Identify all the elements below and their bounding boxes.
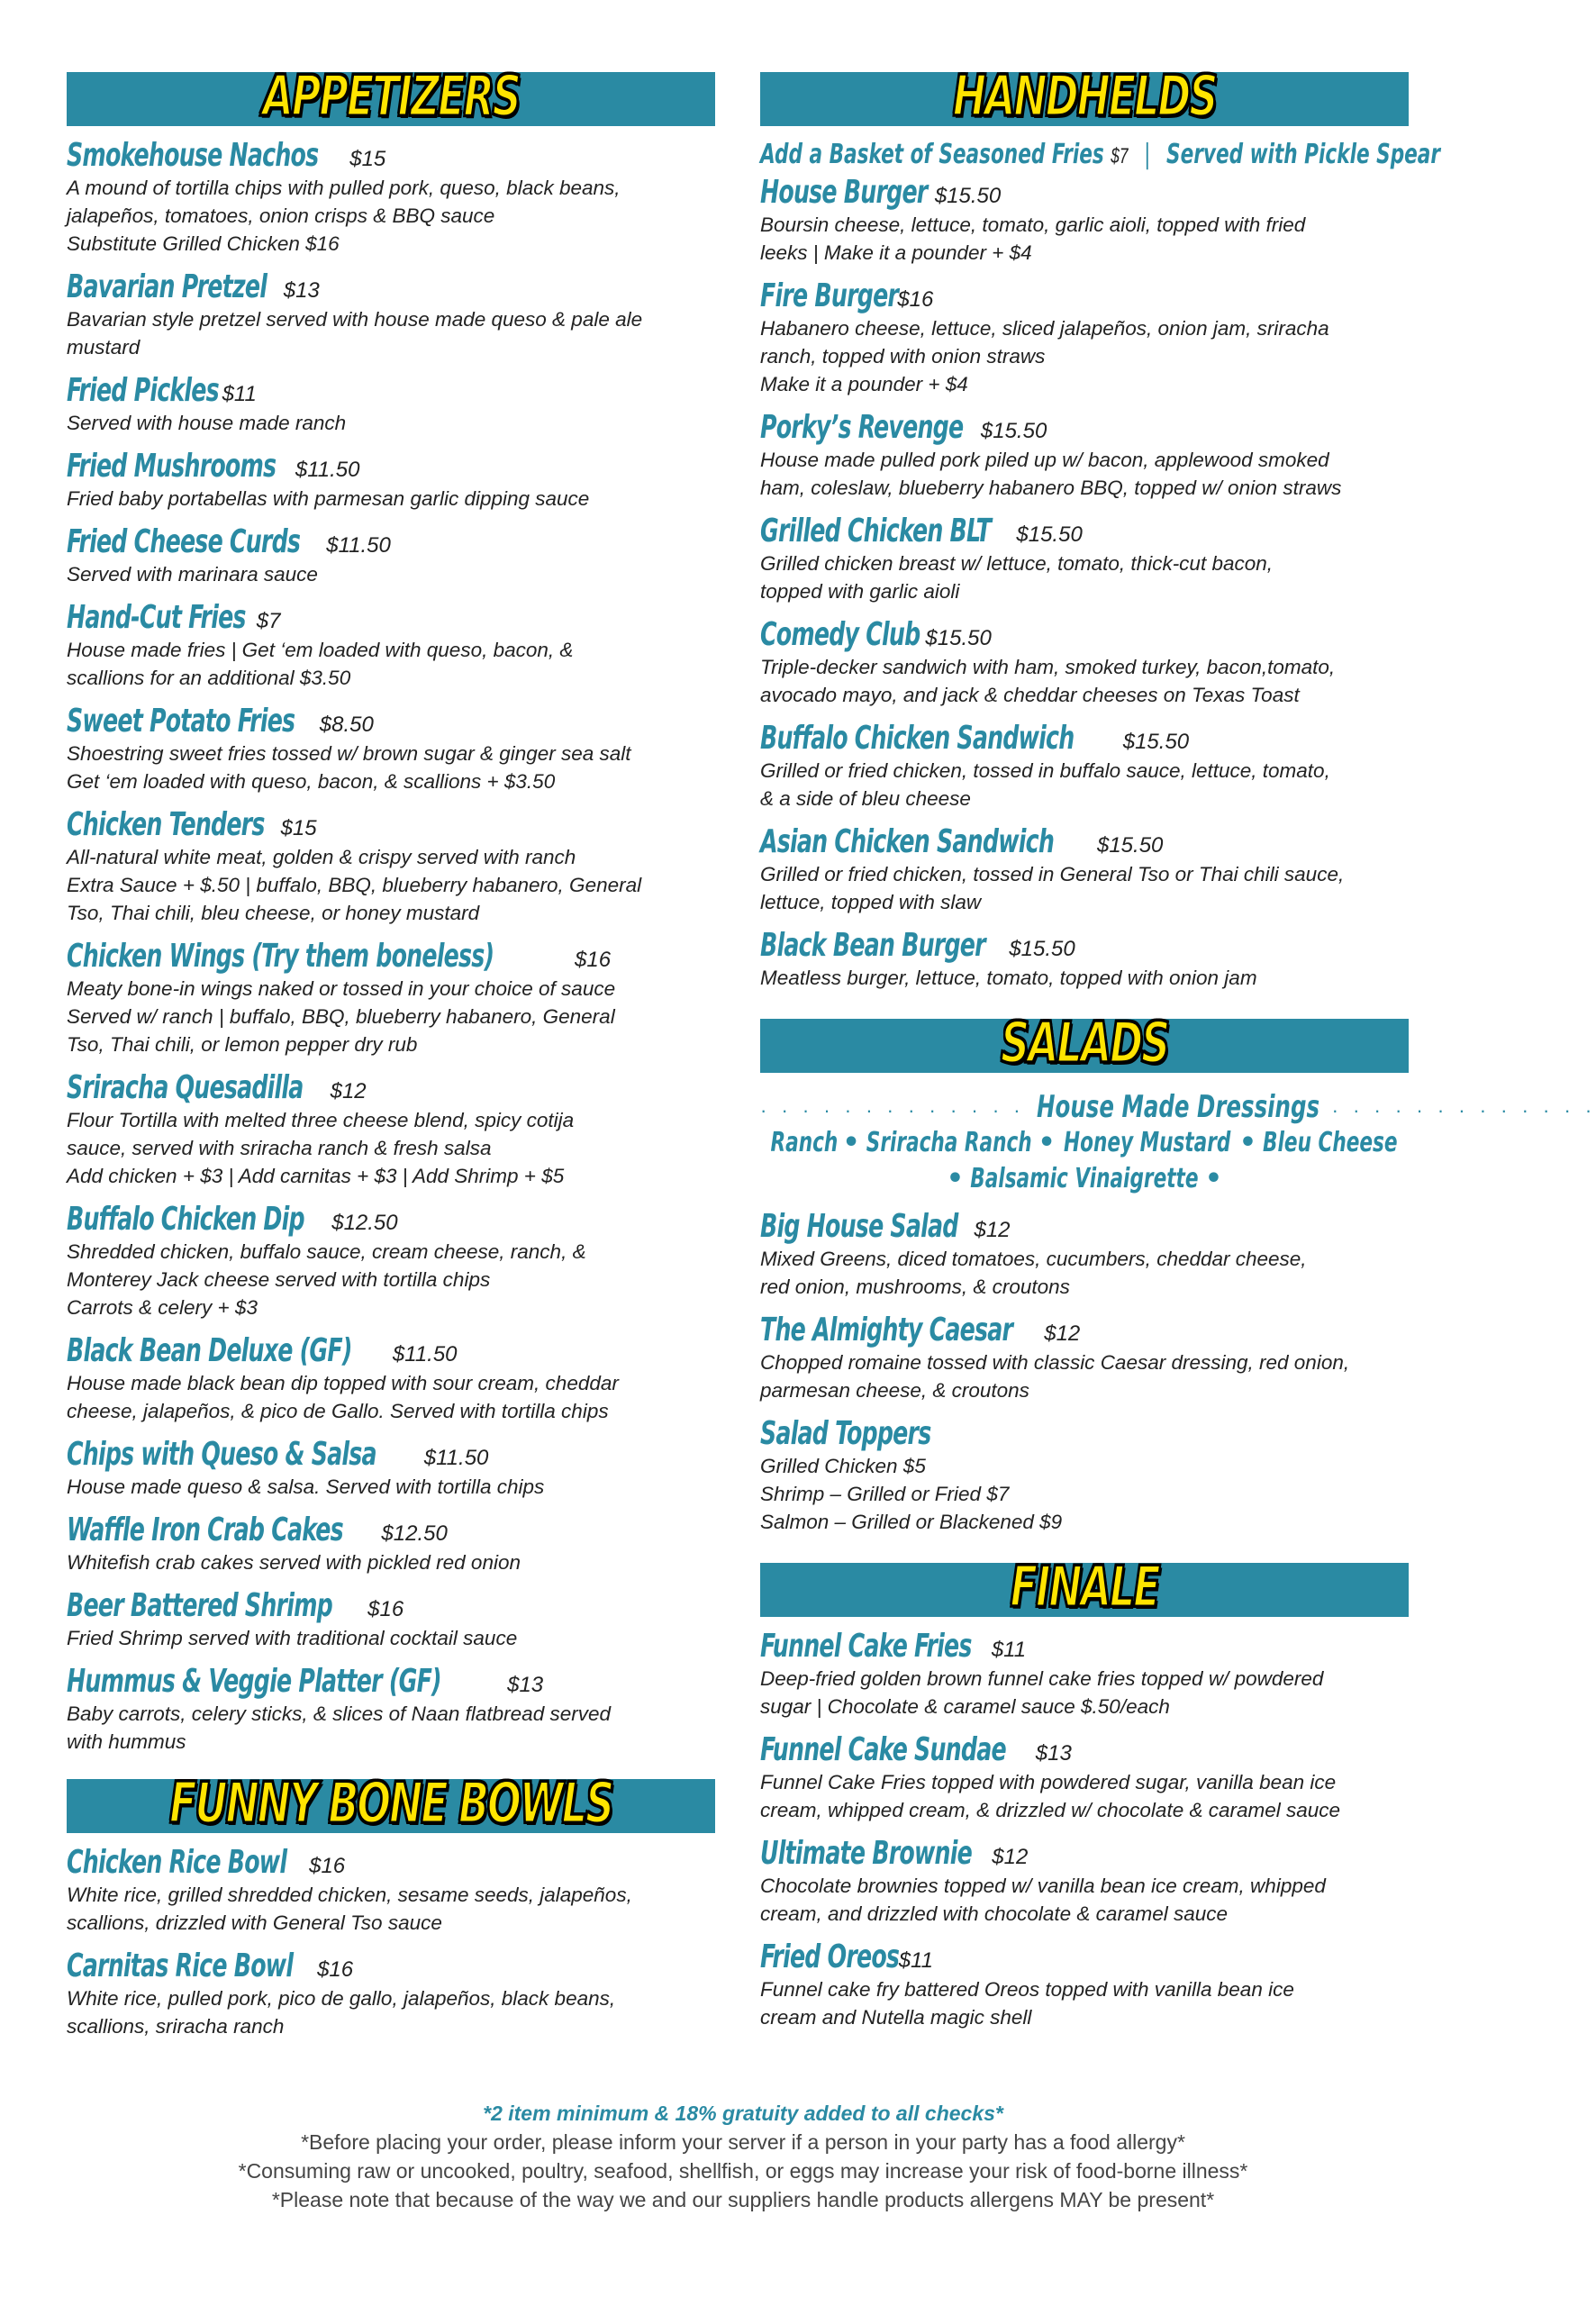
description-line: House made fries | Get ‘em loaded with queso, bacon, & xyxy=(67,639,574,661)
menu-item-name: Bavarian Pretzel xyxy=(67,268,268,305)
description-line: jalapeños, tomatoes, onion crisps & BBQ sauce xyxy=(67,204,495,227)
description-line: Fried baby portabellas with parmesan garlic dipping sauce xyxy=(67,487,590,510)
menu-item-name: Black Bean Deluxe (GF) xyxy=(67,1332,352,1369)
menu-item-price: $11.50 xyxy=(423,1446,489,1470)
menu-item xyxy=(67,524,715,588)
menu-item-name: Funnel Cake Sundae xyxy=(760,1731,1006,1768)
footer-gratuity: *2 item minimum & 18% gratuity added to all checks* xyxy=(483,2102,1003,2125)
description-line: Substitute Grilled Chicken $16 xyxy=(67,232,340,255)
description-line: ranch, topped with onion straws xyxy=(760,345,1046,368)
menu-item-description xyxy=(67,1984,715,2040)
dressing-name: Bleu Cheese xyxy=(1262,1127,1398,1158)
menu-item-description xyxy=(760,1872,1409,1928)
description-line: & a side of bleu cheese xyxy=(760,787,971,810)
menu-item xyxy=(67,1948,715,2040)
description-line: cream and Nutella magic shell xyxy=(760,2006,1032,2029)
menu-item xyxy=(67,449,715,513)
menu-item-description xyxy=(760,549,1409,605)
description-line: cheese, jalapeños, & pico de Gallo. Served with tortilla chips xyxy=(67,1400,609,1422)
menu-item-name: Sriracha Quesadilla xyxy=(67,1069,304,1106)
description-line: Triple-decker sandwich with ham, smoked turkey, bacon,tomato, xyxy=(760,656,1336,678)
menu-item-price: $15.50 xyxy=(1122,730,1190,754)
menu-item xyxy=(67,704,715,795)
menu-item-header xyxy=(67,138,715,174)
menu-item-header xyxy=(760,1416,1409,1452)
menu-item-description xyxy=(67,409,715,437)
description-line: scallions, sriracha ranch xyxy=(67,2015,285,2038)
description-line: lettuce, topped with slaw xyxy=(760,891,982,913)
menu-item-header xyxy=(760,824,1409,860)
menu-item-header xyxy=(760,1939,1409,1975)
menu-item xyxy=(67,807,715,927)
dressing-bullet: • xyxy=(946,1163,965,1194)
menu-item-header xyxy=(67,1070,715,1106)
description-line: Chocolate brownies topped w/ vanilla bean ice cream, whipped xyxy=(760,1875,1326,1897)
description-line: Boursin cheese, lettuce, tomato, garlic aioli, topped with fried xyxy=(760,213,1306,236)
handhelds-strap xyxy=(760,139,1441,170)
description-line: Add chicken + $3 | Add carnitas + $3 | Add Shrimp + $5 xyxy=(67,1165,565,1187)
menu-item xyxy=(67,1845,715,1937)
menu-item-price: $11 xyxy=(991,1638,1027,1662)
description-line: mustard xyxy=(67,336,141,359)
description-line: House made black bean dip topped with sour cream, cheddar xyxy=(67,1372,619,1394)
menu-item-header xyxy=(760,1209,1409,1245)
menu-item-description xyxy=(760,964,1409,992)
menu-item-price: $15.50 xyxy=(1016,522,1083,547)
description-line: parmesan cheese, & croutons xyxy=(760,1379,1029,1402)
description-line: with hummus xyxy=(67,1730,186,1753)
menu-item-header xyxy=(67,939,715,975)
menu-item-name: Salad Toppers xyxy=(760,1415,931,1452)
dressings-title: House Made Dressings xyxy=(1037,1089,1320,1125)
description-line: scallions, drizzled with General Tso sauce xyxy=(67,1911,442,1934)
menu-item-header xyxy=(67,1845,715,1881)
menu-item-name: Hand-Cut Fries xyxy=(67,599,246,636)
menu-item-price: $12.50 xyxy=(331,1211,398,1235)
menu-item-description xyxy=(67,1624,715,1652)
menu-item xyxy=(760,1939,1409,2031)
menu-item-name: Chips with Queso & Salsa xyxy=(67,1436,376,1473)
menu-item-description xyxy=(760,211,1409,267)
menu-item xyxy=(67,1202,715,1321)
description-line: Bavarian style pretzel served with house made queso & pale ale xyxy=(67,308,643,331)
menu-item xyxy=(67,373,715,437)
menu-item-name: Buffalo Chicken Dip xyxy=(67,1201,304,1238)
menu-item-price: $13 xyxy=(283,278,320,303)
menu-item xyxy=(760,410,1409,502)
menu-item-header xyxy=(67,1664,715,1700)
menu-item-name: Fried Pickles xyxy=(67,372,219,409)
description-line: avocado mayo, and jack & cheddar cheeses on Texas Toast xyxy=(760,684,1300,706)
description-line: Meaty bone-in wings naked or tossed in your choice of sauce xyxy=(67,977,616,1000)
menu-item-header xyxy=(67,1333,715,1369)
menu-item-header xyxy=(67,704,715,740)
menu-item-price: $11 xyxy=(222,382,257,406)
footer-allergy: *Before placing your order, please inform your server if a person in your party has a food allergy* xyxy=(301,2130,1185,2154)
menu-item-header xyxy=(67,1588,715,1624)
description-line: Chopped romaine tossed with classic Caesar dressing, red onion, xyxy=(760,1351,1350,1374)
menu-item-price: $8.50 xyxy=(319,713,374,737)
description-line: Monterey Jack cheese served with tortilla chips xyxy=(67,1268,491,1291)
menu-item-header xyxy=(760,928,1409,964)
menu-item-header xyxy=(760,617,1409,653)
dressing-name: Ranch xyxy=(770,1127,839,1158)
menu-item-name: Waffle Iron Crab Cakes xyxy=(67,1512,343,1548)
menu-item-description xyxy=(67,1238,715,1321)
menu-item-description xyxy=(67,485,715,513)
description-line: sauce, served with sriracha ranch & fresh salsa xyxy=(67,1137,492,1159)
menu-item-description xyxy=(67,975,715,1058)
menu-item xyxy=(67,1512,715,1576)
description-line: Mixed Greens, diced tomatoes, cucumbers, cheddar cheese, xyxy=(760,1248,1307,1270)
menu-item xyxy=(67,1664,715,1756)
menu-item-name: Fried Mushrooms xyxy=(67,448,277,485)
menu-item-description xyxy=(67,305,715,361)
dots-right: · · · · · · · · · · · · · xyxy=(1331,1099,1596,1121)
description-line: House made queso & salsa. Served with tortilla chips xyxy=(67,1475,545,1498)
description-line: Habanero cheese, lettuce, sliced jalapeños, onion jam, sriracha xyxy=(760,317,1329,340)
menu-item-description xyxy=(67,174,715,258)
menu-item-description xyxy=(760,1452,1409,1536)
bowls-title: FUNNY BONE BOWLS xyxy=(169,1770,612,1836)
description-line: sugar | Chocolate & caramel sauce $.50/each xyxy=(760,1695,1170,1718)
menu-item-price: $15 xyxy=(349,147,386,171)
menu-item-header xyxy=(67,807,715,843)
menu-item xyxy=(67,939,715,1058)
menu-item-price: $11.50 xyxy=(392,1342,458,1366)
menu-item-description xyxy=(67,740,715,795)
dressings-row-2 xyxy=(760,1161,1409,1197)
menu-item-price: $15.50 xyxy=(1096,833,1164,858)
menu-item-name: Fried Oreos xyxy=(760,1938,900,1975)
menu-item-header xyxy=(760,1629,1409,1665)
menu-item-name: Carnitas Rice Bowl xyxy=(67,1947,294,1984)
menu-item-price: $13 xyxy=(507,1673,544,1697)
menu-item xyxy=(760,1312,1409,1404)
description-line: Meatless burger, lettuce, tomato, topped with onion jam xyxy=(760,967,1257,989)
description-line: Served with house made ranch xyxy=(67,412,347,434)
menu-item-description xyxy=(67,1106,715,1190)
menu-item xyxy=(760,1209,1409,1301)
description-line: Served w/ ranch | buffalo, BBQ, blueberry habanero, General xyxy=(67,1005,615,1028)
menu-item xyxy=(760,1732,1409,1824)
menu-item-price: $16 xyxy=(317,1957,354,1982)
menu-item-name: Big House Salad xyxy=(760,1208,958,1245)
description-line: Flour Tortilla with melted three cheese blend, spicy cotija xyxy=(67,1109,575,1131)
menu-item-header xyxy=(760,1312,1409,1348)
strap-fries: Add a Basket of Seasoned Fries xyxy=(760,139,1104,170)
menu-item-header xyxy=(760,721,1409,757)
description-line: Shoestring sweet fries tossed w/ brown sugar & ginger sea salt xyxy=(67,742,631,765)
menu-item-price: $15 xyxy=(280,816,317,840)
menu-item-description xyxy=(760,860,1409,916)
handhelds-list xyxy=(760,175,1409,992)
menu-item-description xyxy=(760,1245,1409,1301)
menu-item-name: Smokehouse Nachos xyxy=(67,137,319,174)
description-line: House made pulled pork piled up w/ bacon, applewood smoked xyxy=(760,449,1329,471)
menu-item-header xyxy=(760,1732,1409,1768)
description-line: Salmon – Grilled or Blackened $9 xyxy=(760,1511,1063,1533)
menu-item-price: $13 xyxy=(1035,1741,1072,1766)
menu-item-description xyxy=(67,1369,715,1425)
dressing-name: Sriracha Ranch xyxy=(866,1127,1032,1158)
description-line: Extra Sauce + $.50 | buffalo, BBQ, blueberry habanero, General xyxy=(67,874,642,896)
description-line: Shrimp – Grilled or Fried $7 xyxy=(760,1483,1010,1505)
menu-item xyxy=(760,721,1409,813)
bowls-list xyxy=(67,1845,715,2040)
menu-item-price: $16 xyxy=(367,1597,404,1621)
strap-pickle: Served with Pickle Spear xyxy=(1166,139,1441,170)
menu-item-name: Comedy Club xyxy=(760,616,920,653)
menu-item-price: $16 xyxy=(897,287,934,312)
description-line: Baby carrots, celery sticks, & slices of Naan flatbread served xyxy=(67,1702,611,1725)
description-line: Grilled or fried chicken, tossed in buffalo sauce, lettuce, tomato, xyxy=(760,759,1330,782)
menu-item-description xyxy=(760,1348,1409,1404)
footer-raw-warning: *Consuming raw or uncooked, poultry, seafood, shellfish, or eggs may increase your risk of food-borne illness* xyxy=(238,2159,1248,2183)
salads-title: SALADS xyxy=(1001,1010,1168,1076)
dressing-name: Honey Mustard xyxy=(1064,1127,1231,1158)
menu-item-name: Chicken Wings (Try them boneless) xyxy=(67,938,494,975)
description-line: Grilled chicken breast w/ lettuce, tomato, thick-cut bacon, xyxy=(760,552,1274,575)
description-line: Shredded chicken, buffalo sauce, cream cheese, ranch, & xyxy=(67,1240,586,1263)
description-line: ham, coleslaw, blueberry habanero BBQ, topped w/ onion straws xyxy=(760,477,1342,499)
menu-item-description xyxy=(67,636,715,692)
finale-list xyxy=(760,1629,1409,2031)
menu-item-price: $12.50 xyxy=(381,1521,448,1546)
description-line: Fried Shrimp served with traditional cocktail sauce xyxy=(67,1627,518,1649)
menu-item-description xyxy=(760,653,1409,709)
salads-banner xyxy=(760,1010,1409,1076)
appetizers-title: APPETIZERS xyxy=(262,63,520,129)
menu-item xyxy=(67,269,715,361)
dots-left: · · · · · · · · · · · · · xyxy=(760,1099,1025,1121)
menu-item-name: Hummus & Veggie Platter (GF) xyxy=(67,1663,441,1700)
description-line: A mound of tortilla chips with pulled pork, queso, black beans, xyxy=(67,177,621,199)
menu-item-name: Fire Burger xyxy=(760,277,899,314)
menu-item-header xyxy=(67,524,715,560)
menu-item-header xyxy=(67,269,715,305)
menu-item-name: Porky’s Revenge xyxy=(760,409,964,446)
description-line: Funnel cake fry battered Oreos topped with vanilla bean ice xyxy=(760,1978,1294,2001)
dressings-header xyxy=(760,1089,1596,1125)
description-line: Funnel Cake Fries topped with powdered sugar, vanilla bean ice xyxy=(760,1771,1337,1793)
menu-item-description xyxy=(67,560,715,588)
menu-item-header xyxy=(67,1437,715,1473)
menu-item-description xyxy=(760,1975,1409,2031)
description-line: Make it a pounder + $4 xyxy=(760,373,968,395)
menu-item-header xyxy=(760,175,1409,211)
handhelds-banner xyxy=(760,63,1409,129)
menu-item xyxy=(760,513,1409,605)
menu-item-name: Asian Chicken Sandwich xyxy=(760,823,1055,860)
menu-item xyxy=(760,1836,1409,1928)
menu-item-name: Buffalo Chicken Sandwich xyxy=(760,720,1075,757)
menu-item-description xyxy=(67,1881,715,1937)
menu-item-price: $11.50 xyxy=(295,458,360,482)
menu-item-price: $12 xyxy=(1044,1321,1081,1346)
description-line: leeks | Make it a pounder + $4 xyxy=(760,241,1032,264)
menu-item xyxy=(760,175,1409,267)
menu-item-price: $11.50 xyxy=(326,533,391,558)
menu-item-price: $15.50 xyxy=(980,419,1047,443)
menu-item-name: Beer Battered Shrimp xyxy=(67,1587,332,1624)
finale-banner xyxy=(760,1554,1409,1620)
menu-item xyxy=(760,1629,1409,1720)
description-line: White rice, pulled pork, pico de gallo, jalapeños, black beans, xyxy=(67,1987,616,2010)
strap-separator: | xyxy=(1144,139,1151,170)
menu-item-price: $12 xyxy=(974,1218,1011,1242)
dressings-row-1 xyxy=(760,1125,1409,1161)
dressing-bullet: • xyxy=(842,1127,860,1158)
menu-item xyxy=(67,1437,715,1501)
dressing-name: Balsamic Vinaigrette xyxy=(970,1163,1199,1194)
menu-item-name: Ultimate Brownie xyxy=(760,1835,972,1872)
appetizers-list xyxy=(67,138,715,1756)
description-line: scallions for an additional $3.50 xyxy=(67,667,351,689)
description-line: red onion, mushrooms, & croutons xyxy=(760,1276,1070,1298)
menu-item xyxy=(760,1416,1409,1536)
menu-item-name: Funnel Cake Fries xyxy=(760,1628,972,1665)
menu-item-price: $15.50 xyxy=(925,626,992,650)
description-line: Get ‘em loaded with queso, bacon, & scallions + $3.50 xyxy=(67,770,556,793)
menu-item-price: $12 xyxy=(992,1845,1029,1869)
menu-item-header xyxy=(67,1948,715,1984)
description-line: cream, and drizzled with chocolate & caramel sauce xyxy=(760,1902,1228,1925)
menu-item-name: Black Bean Burger xyxy=(760,927,985,964)
menu-item xyxy=(67,1070,715,1190)
menu-item-price: $7 xyxy=(256,609,281,633)
menu-item-description xyxy=(760,1665,1409,1720)
finale-title: FINALE xyxy=(1010,1554,1159,1620)
menu-item-description xyxy=(67,1548,715,1576)
menu-item xyxy=(760,617,1409,709)
description-line: topped with garlic aioli xyxy=(760,580,960,603)
menu-item-price: $11 xyxy=(898,1948,933,1973)
menu-item-header xyxy=(67,1202,715,1238)
menu-item-description xyxy=(760,446,1409,502)
menu-item xyxy=(67,138,715,258)
description-line: Deep-fried golden brown funnel cake fries topped w/ powdered xyxy=(760,1667,1324,1690)
description-line: Carrots & celery + $3 xyxy=(67,1296,258,1319)
menu-item-price: $12 xyxy=(330,1079,367,1103)
description-line: White rice, grilled shredded chicken, sesame seeds, jalapeños, xyxy=(67,1884,632,1906)
description-line: Tso, Thai chili, bleu cheese, or honey mustard xyxy=(67,902,480,924)
handhelds-title: HANDHELDS xyxy=(952,63,1217,129)
dressing-bullet: • xyxy=(1204,1163,1223,1194)
menu-item xyxy=(67,1588,715,1652)
menu-item-description xyxy=(760,314,1409,398)
menu-item-description xyxy=(760,757,1409,813)
menu-item xyxy=(760,278,1409,398)
menu-item-name: Grilled Chicken BLT xyxy=(760,513,992,549)
description-line: All-natural white meat, golden & crispy served with ranch xyxy=(67,846,576,868)
salads-list xyxy=(760,1209,1409,1536)
menu-item-name: The Almighty Caesar xyxy=(760,1312,1013,1348)
appetizers-banner xyxy=(67,63,715,129)
description-line: Grilled Chicken $5 xyxy=(760,1455,926,1477)
menu-item-description xyxy=(67,843,715,927)
menu-item xyxy=(760,928,1409,992)
right-column xyxy=(760,63,1596,2031)
footer-allergen-note: *Please note that because of the way we and our suppliers handle products allergens MAY be present* xyxy=(271,2188,1215,2211)
menu-item-name: House Burger xyxy=(760,174,928,211)
menu-item-price: $15.50 xyxy=(934,184,1002,208)
description-line: Whitefish crab cakes served with pickled red onion xyxy=(67,1551,521,1574)
menu-item-name: Sweet Potato Fries xyxy=(67,703,295,740)
menu-item-price: $15.50 xyxy=(1009,937,1075,961)
strap-price: $7 xyxy=(1111,144,1129,168)
menu-item-name: Chicken Tenders xyxy=(67,806,265,843)
description-line: cream, whipped cream, & drizzled w/ chocolate & caramel sauce xyxy=(760,1799,1341,1821)
menu-item-price: $16 xyxy=(309,1854,346,1878)
bowls-banner xyxy=(67,1770,715,1836)
menu-item xyxy=(67,1333,715,1425)
dressings-list xyxy=(760,1125,1409,1197)
menu-item-name: Fried Cheese Curds xyxy=(67,523,301,560)
menu-item-header xyxy=(760,1836,1409,1872)
footer-notes xyxy=(0,2099,1486,2214)
menu-item-header xyxy=(67,373,715,409)
menu-item-header xyxy=(760,278,1409,314)
menu-item-description xyxy=(67,1700,715,1756)
description-line: Grilled or fried chicken, tossed in General Tso or Thai chili sauce, xyxy=(760,863,1345,885)
menu-item-description xyxy=(67,1473,715,1501)
description-line: Tso, Thai chili, or lemon pepper dry rub xyxy=(67,1033,418,1056)
description-line: Served with marinara sauce xyxy=(67,563,318,586)
dressing-bullet: • xyxy=(1038,1127,1056,1158)
menu-item-header xyxy=(760,513,1409,549)
menu-item-price: $16 xyxy=(575,948,612,972)
menu-item-header xyxy=(760,410,1409,446)
menu-item xyxy=(67,600,715,692)
menu-item-header xyxy=(67,449,715,485)
menu-item-header xyxy=(67,1512,715,1548)
left-column xyxy=(67,63,715,2040)
menu-item xyxy=(760,824,1409,916)
menu-item-description xyxy=(760,1768,1409,1824)
dressing-bullet: • xyxy=(1238,1127,1257,1158)
menu-item-header xyxy=(67,600,715,636)
menu-item-name: Chicken Rice Bowl xyxy=(67,1844,287,1881)
